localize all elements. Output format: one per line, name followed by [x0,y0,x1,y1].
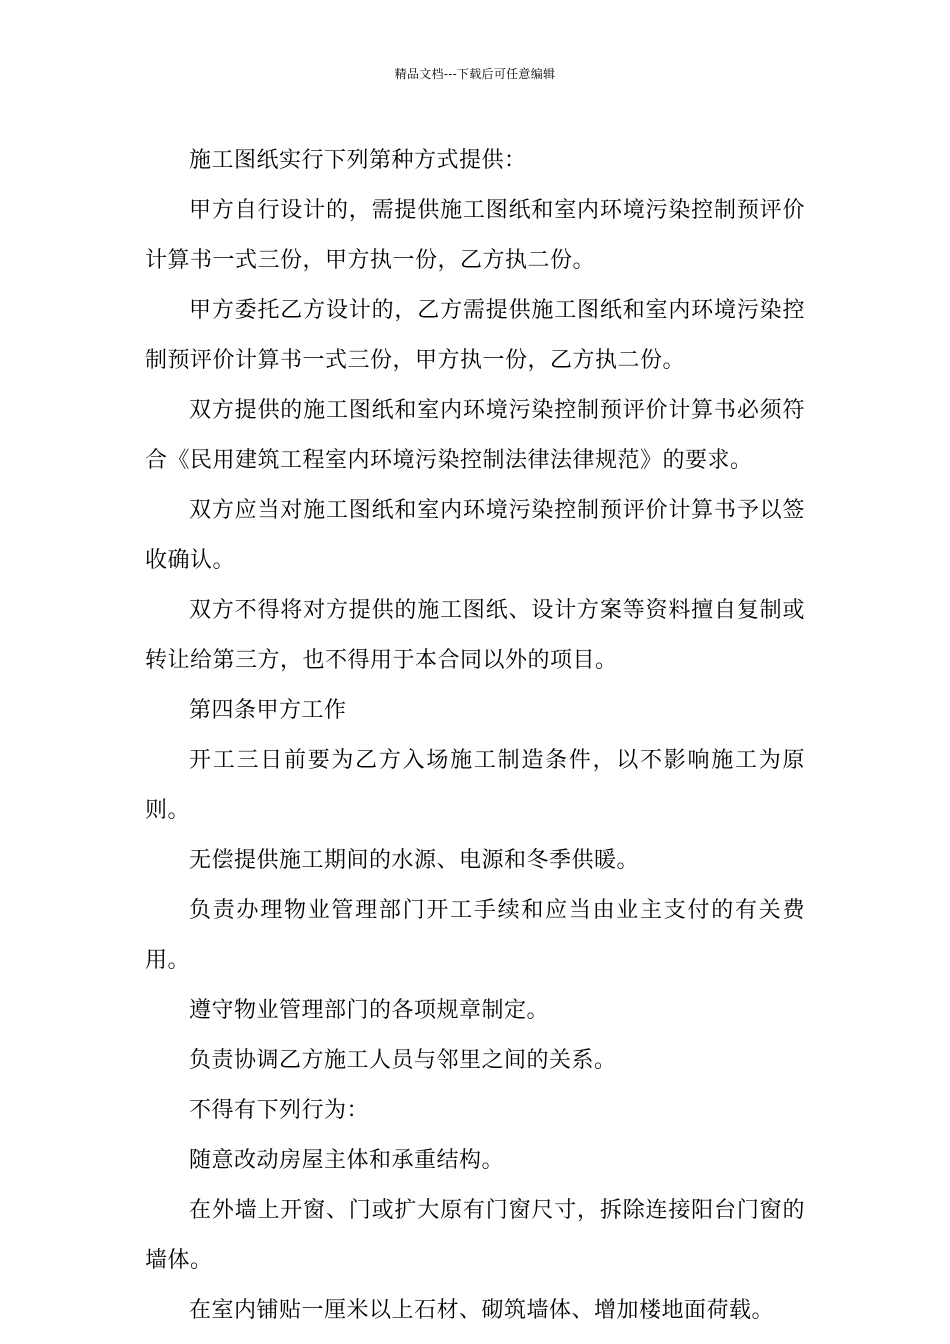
paragraph-prohibited-heading: 不得有下列行为： [189,1098,370,1123]
paragraph-drawing-provision: 施工图纸实行下列第种方式提供： [189,148,527,173]
document-body [145,136,805,1336]
paragraph-no-copy: 双方不得将对方提供的施工图纸、设计方案等资料擅自复制或转让给第三方，也不得用于本合同以外的项目。 [145,598,805,673]
paragraph-rules-compliance: 遵守物业管理部门的各项规章制定。 [189,998,550,1023]
paragraph-utilities: 无偿提供施工期间的水源、电源和冬季供暖。 [189,848,640,873]
paragraph-property-procedures: 负责办理物业管理部门开工手续和应当由业主支付的有关费用。 [145,898,805,973]
paragraph-no-wall-openings: 在外墙上开窗、门或扩大原有门窗尺寸，拆除连接阳台门窗的墙体。 [145,1198,805,1273]
paragraph-neighbor-relations: 负责协调乙方施工人员与邻里之间的关系。 [189,1048,617,1073]
paragraph-site-preparation: 开工三日前要为乙方入场施工制造条件，以不影响施工为原则。 [145,748,805,823]
paragraph-sign-confirm: 双方应当对施工图纸和室内环境污染控制预评价计算书予以签收确认。 [145,498,805,573]
paragraph-party-a-design: 甲方自行设计的，需提供施工图纸和室内环境污染控制预评价计算书一式三份，甲方执一份，乙方执二份。 [145,198,805,273]
section-heading-article-4: 第四条甲方工作 [189,698,347,723]
page-header: 精品文档---下载后可任意编辑 [394,67,556,81]
paragraph-standard-compliance: 双方提供的施工图纸和室内环境污染控制预评价计算书必须符合《民用建筑工程室内环境污染控制法律法律规范》的要求。 [145,398,805,473]
paragraph-no-extra-load: 在室内铺贴一厘米以上石材、砌筑墙体、增加楼地面荷载。 [189,1298,775,1323]
paragraph-party-b-design: 甲方委托乙方设计的，乙方需提供施工图纸和室内环境污染控制预评价计算书一式三份，甲方执一份，乙方执二份。 [145,298,805,373]
paragraph-no-structure-change: 随意改动房屋主体和承重结构。 [189,1148,505,1173]
